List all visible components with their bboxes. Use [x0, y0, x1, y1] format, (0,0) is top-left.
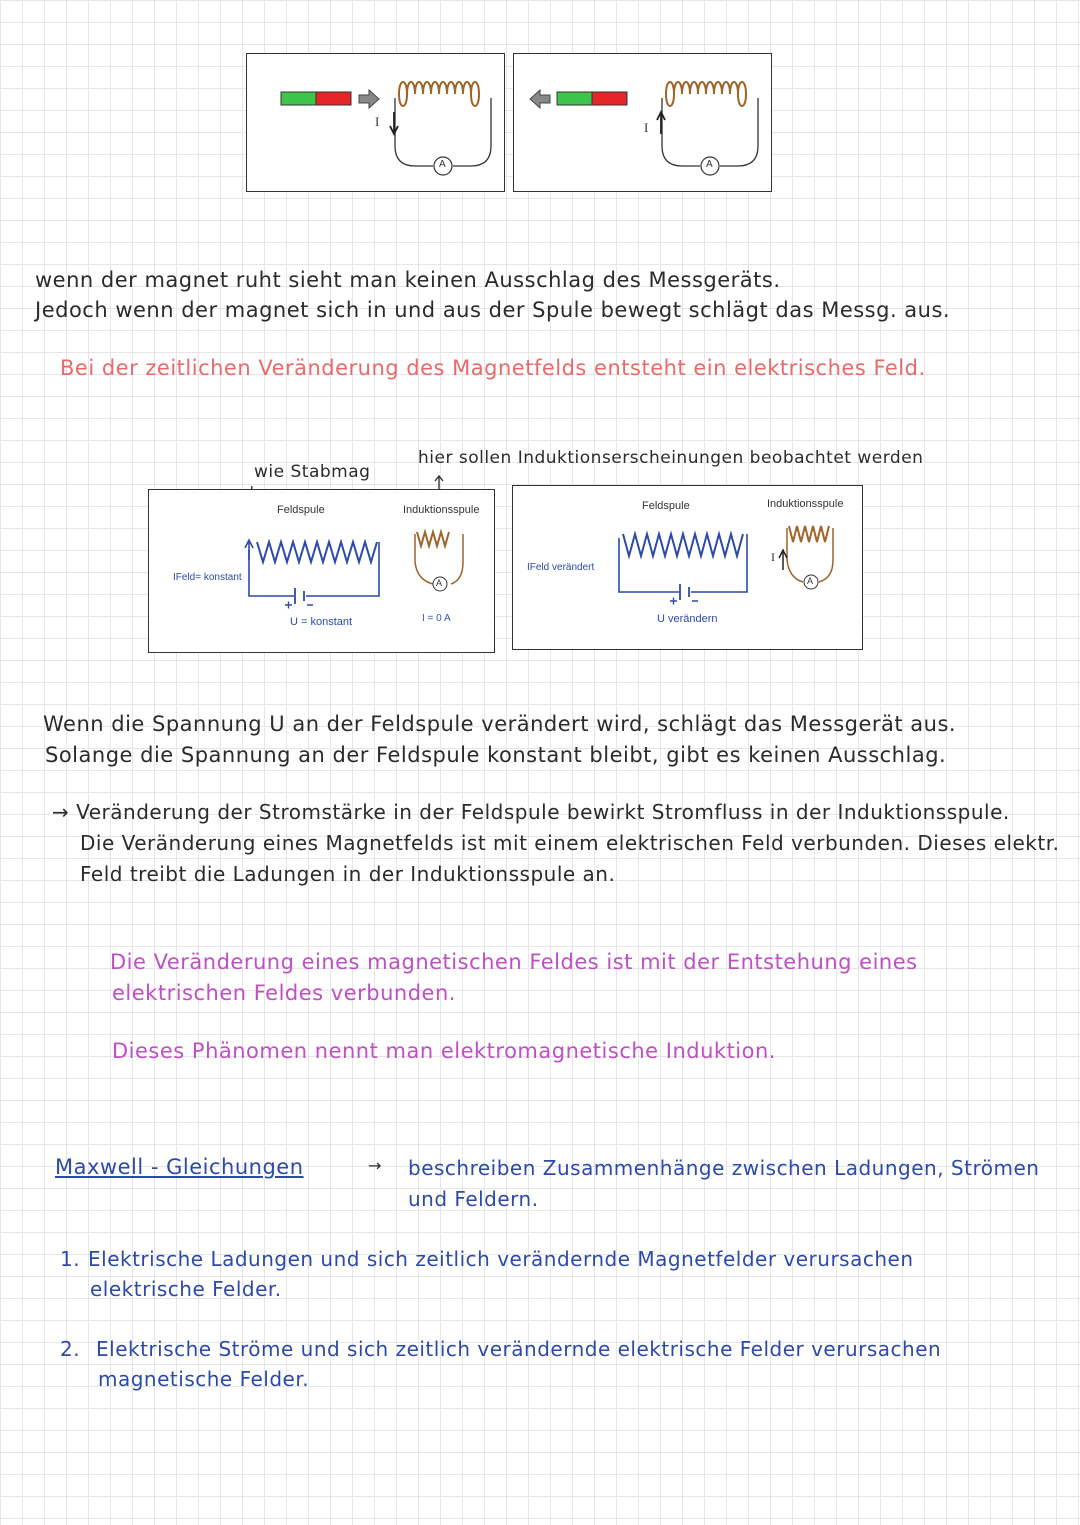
- field-and-induction-coils: [149, 490, 494, 652]
- paragraph3-line-3: Feld treibt die Ladungen in der Induktionsspule an.: [80, 862, 616, 886]
- induction-coil-windings: [789, 526, 829, 542]
- coil-windings: [399, 82, 479, 106]
- ammeter-label: A: [439, 159, 446, 170]
- maxwell-item-1-line-1: Elektrische Ladungen und sich zeitlich verändernde Magnetfelder verursachen: [88, 1247, 914, 1271]
- induktionsspule-label: Induktionsspule: [767, 498, 844, 510]
- maxwell-item-2-line-1: Elektrische Ströme und sich zeitlich verändernde elektrische Felder verursachen: [96, 1337, 942, 1361]
- circuit-wire: [662, 98, 758, 166]
- current-arrow-down-icon: [390, 112, 398, 134]
- coil-windings: [666, 82, 746, 106]
- induction-coil-windings: [417, 532, 449, 546]
- u-label: U = konstant: [290, 616, 353, 628]
- current-label: I: [644, 120, 649, 135]
- annotation-induction: hier sollen Induktionserscheinungen beobachtet werden: [418, 448, 924, 468]
- maxwell-item-2-line-2: magnetische Felder.: [98, 1367, 310, 1391]
- field-coil-windings: [623, 534, 743, 556]
- magnet-north-pole: [316, 92, 351, 105]
- paragraph2-line-2: Solange die Spannung an der Feldspule konstant bleibt, gibt es keinen Ausschlag.: [45, 743, 947, 767]
- ammeter-label: A: [807, 576, 814, 586]
- ammeter-label: A: [436, 578, 443, 588]
- ammeter-label: A: [706, 159, 713, 170]
- induced-current-arrow-up-icon: [779, 550, 787, 570]
- magnet-diagram-left: [246, 53, 505, 192]
- summary-line-1: Die Veränderung eines magnetischen Feldes ist mit der Entstehung eines: [110, 950, 918, 974]
- motion-arrow-right-icon: [359, 90, 379, 108]
- motion-arrow-left-icon: [530, 90, 550, 108]
- maxwell-desc-line-2: und Feldern.: [408, 1187, 539, 1211]
- field-and-induction-coils: [513, 486, 862, 649]
- u-label: U verändern: [657, 613, 718, 625]
- feldspule-label: Feldspule: [277, 504, 325, 516]
- maxwell-item-1-line-2: elektrische Felder.: [90, 1277, 282, 1301]
- feldspule-label: Feldspule: [642, 500, 690, 512]
- battery-icon: [680, 584, 689, 600]
- induktionsspule-label: Induktionsspule: [403, 504, 480, 516]
- current-label: I: [375, 114, 380, 129]
- field-coil-windings: [257, 542, 377, 562]
- maxwell-title: Maxwell - Gleichungen: [55, 1155, 304, 1179]
- induction-diagram-left: [148, 489, 495, 653]
- i-feld-label: IFeld= konstant: [173, 572, 242, 583]
- paragraph2-line-1: Wenn die Spannung U an der Feldspule verändert wird, schlägt das Messgerät aus.: [43, 712, 957, 736]
- maxwell-desc-line-1: beschreiben Zusammenhänge zwischen Ladungen, Strömen: [408, 1156, 1040, 1180]
- i-zero-label: I = 0 A: [422, 613, 451, 624]
- current-arrow-up-icon: [657, 112, 665, 134]
- i-feld-label: IFeld verändert: [527, 562, 595, 573]
- battery-icon: [295, 588, 304, 604]
- current-label: I: [771, 550, 775, 564]
- magnet-north-pole: [592, 92, 627, 105]
- summary-line-3: Dieses Phänomen nennt man elektromagnetische Induktion.: [112, 1039, 776, 1063]
- magnet-south-pole: [281, 92, 316, 105]
- magnet-south-pole: [557, 92, 592, 105]
- current-arrow-up-icon: [245, 540, 253, 560]
- battery-plus-icon: [670, 598, 698, 605]
- summary-line-2: elektrischen Feldes verbunden.: [112, 981, 456, 1005]
- induction-diagram-right: [512, 485, 863, 650]
- battery-plus-icon: [285, 602, 313, 609]
- note-line-3: Bei der zeitlichen Veränderung des Magnetfelds entsteht ein elektrisches Feld.: [60, 356, 926, 380]
- note-line-2: Jedoch wenn der magnet sich in und aus der Spule bewegt schlägt das Messg. aus.: [35, 298, 951, 322]
- maxwell-item-2-number: 2.: [60, 1337, 81, 1361]
- note-line-1: wenn der magnet ruht sieht man keinen Ausschlag des Messgeräts.: [35, 268, 781, 292]
- circuit-wire: [395, 98, 491, 166]
- paragraph3-line-1: → Veränderung der Stromstärke in der Feldspule bewirkt Stromfluss in der Induktionsspule.: [52, 800, 1010, 824]
- paragraph3-line-2: Die Veränderung eines Magnetfelds ist mit einem elektrischen Feld verbunden. Dieses elektr.: [80, 831, 1060, 855]
- maxwell-arrow: →: [368, 1156, 382, 1175]
- annotation-wie-stabmag: wie Stabmag: [254, 462, 371, 482]
- magnet-out-of-coil-illustration: [514, 54, 771, 191]
- magnet-diagram-right: [513, 53, 772, 192]
- maxwell-item-1-number: 1.: [60, 1247, 81, 1271]
